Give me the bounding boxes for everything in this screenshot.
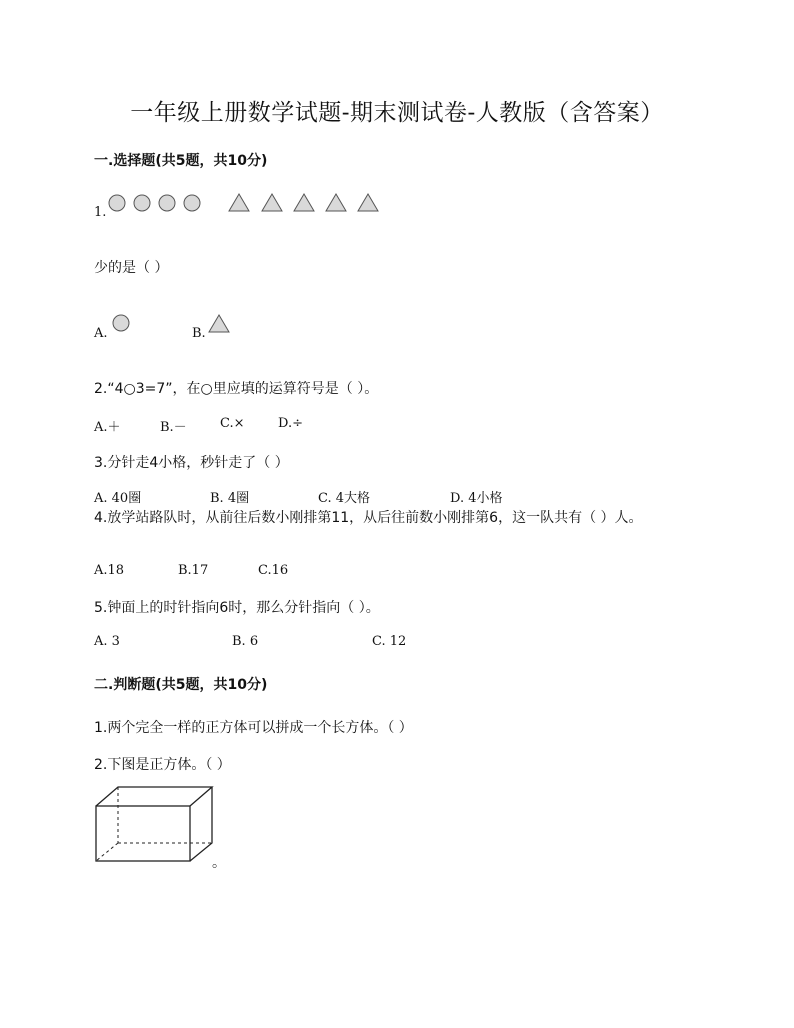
- q1-circles: [109, 195, 200, 211]
- cuboid-hidden-edges: [96, 787, 212, 861]
- triangle-icon: [358, 194, 378, 211]
- q1-option-a-label: A.: [94, 326, 108, 341]
- section-1-heading: 一.选择题(共5题，共10分): [94, 153, 268, 169]
- q4-text: 4.放学站路队时，从前往后数小刚排第11，从后往前数小刚排第6，这一队共有（ ）人。: [94, 510, 643, 526]
- triangle-icon: [209, 315, 229, 332]
- q1-option-b-triangle: [208, 314, 232, 334]
- triangle-icon: [294, 194, 314, 211]
- q3-option-c: C. 4大格: [318, 491, 371, 506]
- q1-triangles: [229, 194, 378, 211]
- triangle-icon: [326, 194, 346, 211]
- circle-icon: [184, 195, 200, 211]
- q2-option-b: B.－: [160, 420, 187, 435]
- q1-option-b-label: B.: [192, 326, 206, 341]
- cuboid-figure: [94, 785, 219, 865]
- section-2-heading: 二.判断题(共5题，共10分): [94, 677, 268, 693]
- circle-icon: [113, 315, 129, 331]
- triangle-icon: [229, 194, 249, 211]
- page-title: 一年级上册数学试题-期末测试卷-人教版（含答案）: [130, 100, 664, 126]
- q5-option-a: A. 3: [94, 634, 120, 649]
- triangle-icon: [262, 194, 282, 211]
- q1-shapes-figure: [106, 192, 396, 216]
- q3-text: 3.分针走4小格，秒针走了（ ）: [94, 455, 289, 471]
- q5-option-b: B. 6: [232, 634, 259, 649]
- q3-option-d: D. 4小格: [450, 491, 503, 506]
- q1-option-a-circle: [112, 314, 132, 334]
- q2-option-c: C.×: [220, 416, 245, 431]
- circle-icon: [109, 195, 125, 211]
- circle-icon: [159, 195, 175, 211]
- q2-text: 2.“4○3=7”，在○里应填的运算符号是（ ）。: [94, 381, 379, 397]
- cuboid-top-edges: [96, 787, 212, 806]
- q5-text: 5.钟面上的时针指向6时，那么分针指向（ ）。: [94, 600, 380, 616]
- q4-option-c: C.16: [258, 563, 289, 578]
- q2-option-d: D.÷: [278, 416, 303, 431]
- q4-option-b: B.17: [178, 563, 209, 578]
- q1-text: 少的是（ ）: [94, 260, 169, 276]
- cuboid-front-face: [96, 806, 190, 861]
- circle-icon: [134, 195, 150, 211]
- q4-option-a: A.18: [94, 563, 125, 578]
- cuboid-right-edges: [190, 787, 212, 861]
- q1-number: 1.: [94, 205, 107, 220]
- judge-q1-text: 1.两个完全一样的正方体可以拼成一个长方体。（ ）: [94, 720, 413, 736]
- q2-option-a: A.＋: [94, 420, 121, 435]
- judge-q2-text: 2.下图是正方体。（ ）: [94, 757, 231, 773]
- q5-option-c: C. 12: [372, 634, 407, 649]
- q3-option-a: A. 40圈: [94, 491, 142, 506]
- judge-q2-suffix: 。: [212, 855, 226, 871]
- q3-option-b: B. 4圈: [210, 491, 250, 506]
